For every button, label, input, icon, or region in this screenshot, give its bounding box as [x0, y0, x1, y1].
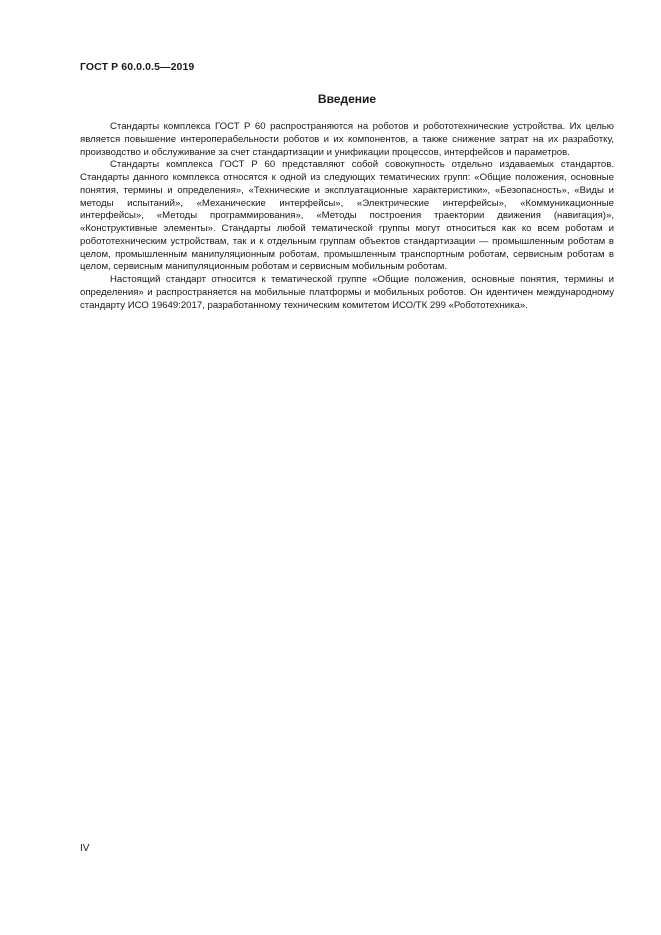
paragraph-scope: Стандарты комплекса ГОСТ Р 60 распространяются на роботов и робототехнические устройства. Их целью является повышение интероперабельности роботов и их компонентов, а также снижение затрат на их разработку, производство и обслуживание за счет стандартизации и унификации процессов, интерфейсов и параметров. [80, 121, 614, 158]
document-header-id: ГОСТ Р 60.0.0.5—2019 [80, 61, 195, 73]
paragraph-thematic-groups: Стандарты комплекса ГОСТ Р 60 представляют собой совокупность отдельно издаваемых стандартов. Стандарты данного комплекса относятся к одной из следующих тематических групп: «Общие положения, основные понятия, термины и определения», «Технические и эксплуатационные характеристики», «Безопасность», «Виды и методы испытаний», «Механические интерфейсы», «Электрические интерфейсы», «Коммуникационные интерфейсы», «Методы программирования», «Методы построения траектории движения (навигация)», «Конструктивные элементы». Стандарты любой тематической группы могут относиться как ко всем роботам и робототехническим устройствам, так и к отдельным группам объектов стандартизации — промышленным роботам в целом, промышленным манипуляционным роботам, промышленным транспортным роботам, сервисным роботам в целом, сервисным манипуляционным роботам и сервисным мобильным роботам. [80, 159, 614, 273]
introduction-body [80, 121, 614, 312]
paragraph-this-standard: Настоящий стандарт относится к тематической группе «Общие положения, основные понятия, термины и определения» и распространяется на мобильные платформы и мобильных роботов. Он идентичен международному стандарту ИСО 19649:2017, разработанному техническим комитетом ИСО/ТК 299 «Робототехника». [80, 274, 614, 311]
page-number: IV [80, 843, 90, 854]
section-title: Введение [317, 92, 377, 106]
